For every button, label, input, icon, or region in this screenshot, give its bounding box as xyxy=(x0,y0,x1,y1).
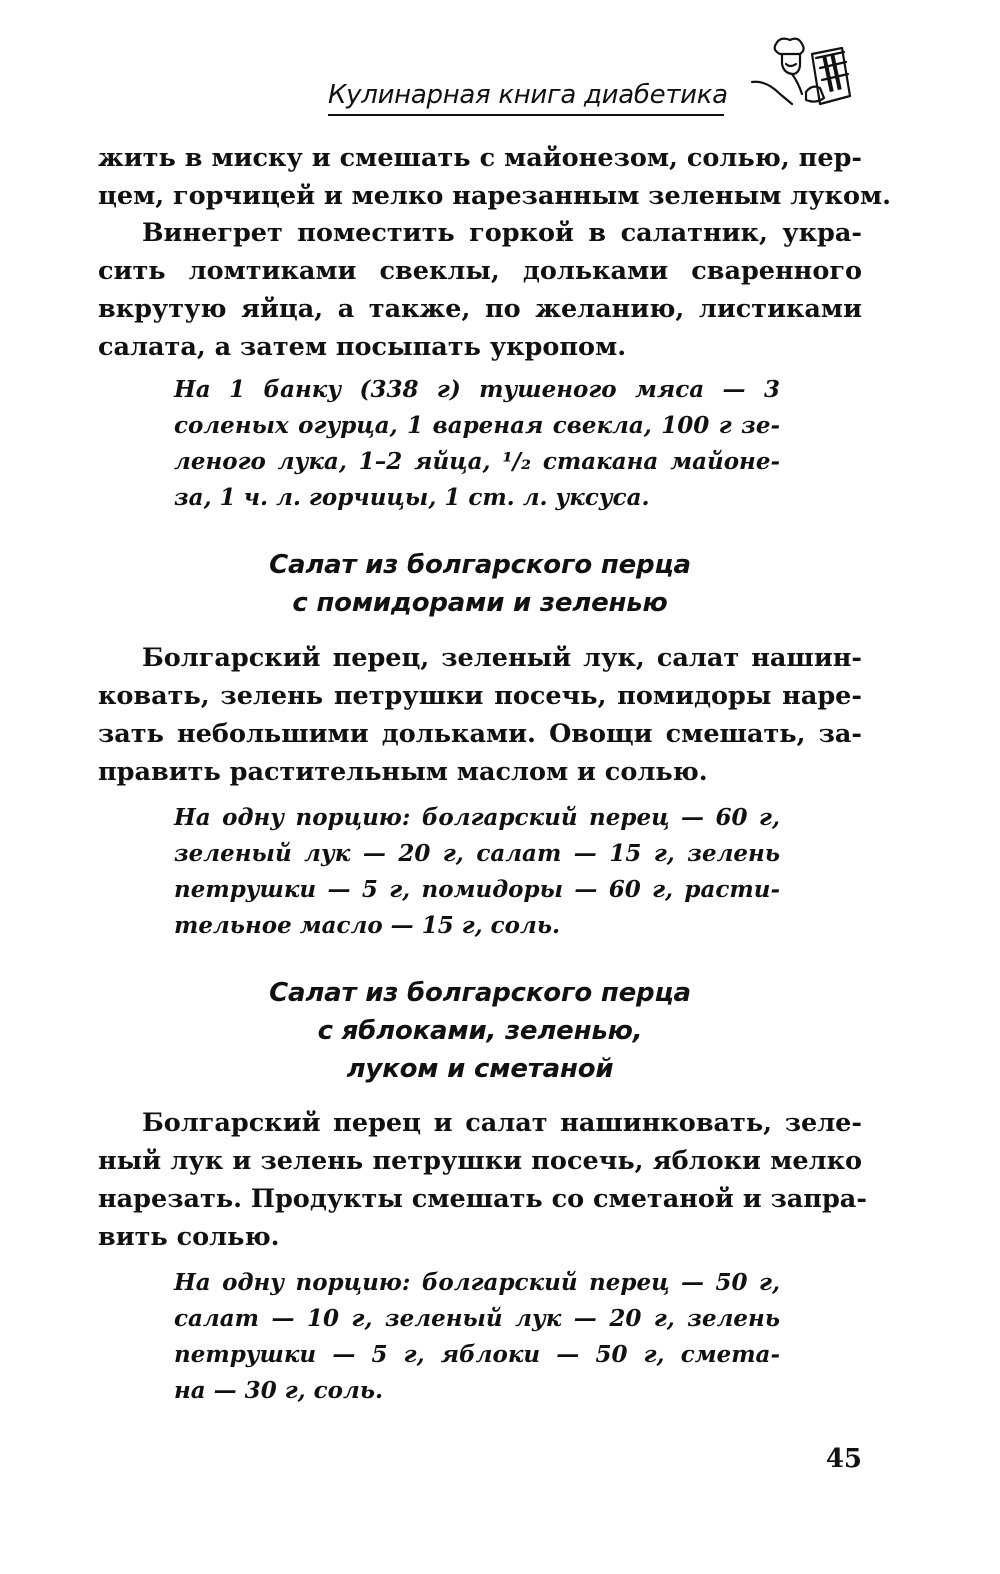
ingredient-line: На одну порцию: болгарский перец — 60 г, xyxy=(174,804,780,831)
heading-line: Салат из болгарского перца xyxy=(269,978,691,1008)
ingredient-line: тельное масло — 15 г, соль. xyxy=(174,912,561,939)
ingredient-line: петрушки — 5 г, помидоры — 60 г, расти- xyxy=(174,876,780,903)
ingredient-line: петрушки — 5 г, яблоки — 50 г, смета- xyxy=(174,1341,780,1368)
text-line: салата, а затем посыпать укропом. xyxy=(98,332,627,362)
text-line: вить солью. xyxy=(98,1222,280,1252)
ingredient-line: за, 1 ч. л. горчицы, 1 ст. л. уксуса. xyxy=(174,484,650,511)
page-number: 45 xyxy=(825,1444,862,1474)
text-line: Винегрет поместить горкой в салатник, укра- xyxy=(142,218,862,248)
recipe-title-pepper-apple-salad xyxy=(98,974,862,1088)
ingredient-line: На одну порцию: болгарский перец — 50 г, xyxy=(174,1269,780,1296)
text-line: вкрутую яйца, а также, по желанию, листиками xyxy=(98,294,862,324)
text-line: сить ломтиками свеклы, дольками сваренного xyxy=(98,256,862,286)
chef-with-book-icon xyxy=(746,34,862,114)
text-line: нарезать. Продукты смешать со сметаной и запра- xyxy=(98,1184,867,1214)
ingredient-line: леного лука, 1–2 яйца, ¹/₂ стакана майоне- xyxy=(174,448,780,475)
ingredients-pepper-tomato xyxy=(174,800,780,944)
ingredient-line: На 1 банку (338 г) тушеного мяса — 3 xyxy=(174,376,780,403)
text-line: ный лук и зелень петрушки посечь, яблоки мелко xyxy=(98,1146,862,1176)
ingredients-vinaigrette xyxy=(174,372,780,516)
heading-line: луком и сметаной xyxy=(346,1054,614,1084)
ingredient-line: зеленый лук — 20 г, салат — 15 г, зелень xyxy=(174,840,780,867)
ingredient-line: на — 30 г, соль. xyxy=(174,1377,384,1404)
ingredients-pepper-apple xyxy=(174,1265,780,1409)
running-header xyxy=(328,64,728,116)
text-line: править растительным маслом и солью. xyxy=(98,757,708,787)
header-rule xyxy=(328,114,724,116)
text-line: зать небольшими дольками. Овощи смешать, за- xyxy=(98,719,862,749)
paragraph-continuation xyxy=(98,139,891,215)
ingredient-line: соленых огурца, 1 вареная свекла, 100 г зе- xyxy=(174,412,780,439)
paragraph-pepper-apple-method xyxy=(98,1104,867,1256)
text-line: цем, горчицей и мелко нарезанным зеленым луком. xyxy=(98,181,891,211)
heading-line: с помидорами и зеленью xyxy=(292,588,668,618)
text-line: Болгарский перец, зеленый лук, салат нашин- xyxy=(142,643,862,673)
text-line: Болгарский перец и салат нашинковать, зеле- xyxy=(142,1108,862,1138)
paragraph-pepper-tomato-method xyxy=(98,639,862,791)
recipe-title-pepper-tomato-salad xyxy=(98,546,862,622)
paragraph-vinaigrette-serving xyxy=(98,214,862,366)
heading-line: Салат из болгарского перца xyxy=(269,550,691,580)
text-line: ковать, зелень петрушки посечь, помидоры наре- xyxy=(98,681,862,711)
heading-line: с яблоками, зеленью, xyxy=(317,1016,643,1046)
running-header-title: Кулинарная книга диабетика xyxy=(328,80,728,110)
text-line: жить в миску и смешать с майонезом, солью, пер- xyxy=(98,143,862,173)
ingredient-line: салат — 10 г, зеленый лук — 20 г, зелень xyxy=(174,1305,780,1332)
